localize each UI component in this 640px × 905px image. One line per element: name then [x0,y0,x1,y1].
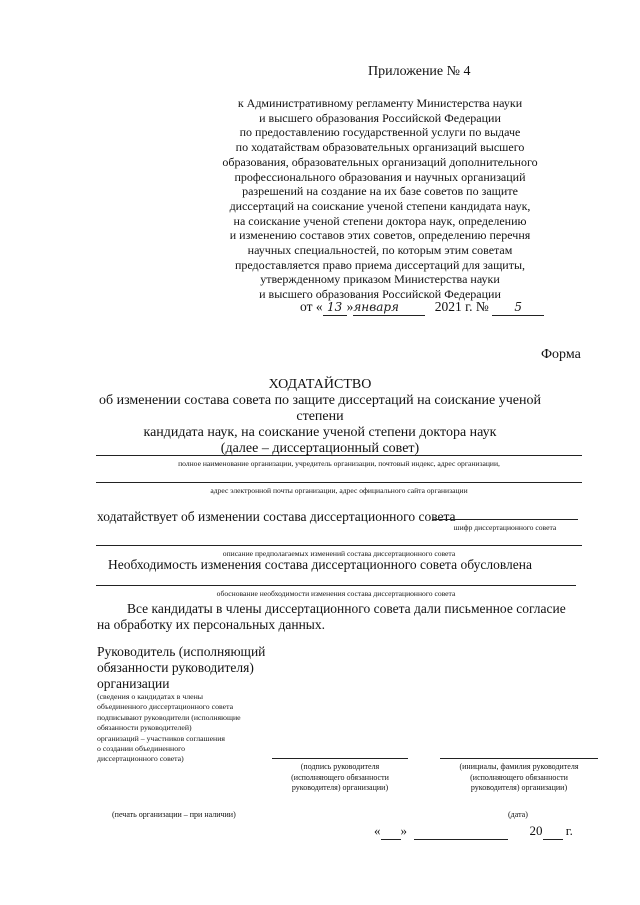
email-field-line [96,482,582,483]
petition-title: ХОДАТАЙСТВО [268,377,372,392]
signature-field-line [272,758,408,759]
cipher-caption: шифр диссертационного совета [453,523,557,532]
head-title-line: организации [97,676,170,691]
petition-subtitle-line: (далее – диссертационный совет) [220,441,420,456]
consent-line: на обработку их персональных данных. [97,617,325,632]
name-field-line [440,758,598,759]
sign-date-day-field [381,823,401,840]
signature-caption-line: (исполняющего обязанности [291,772,389,782]
email-caption: адрес электронной почты организации, адрес официального сайта организации [210,486,468,495]
sign-date-close: » [400,823,407,838]
appendix-title: Приложение № 4 [368,64,471,79]
appendix-line: по ходатайствам образовательных организаций высшего [235,140,525,155]
stamp-caption: (печать организации – при наличии) [112,810,236,819]
appendix-line: научных специальностей, по которым этим советам [247,243,513,258]
petition-statement: ходатайствует об изменении состава диссертационного совета [97,509,456,524]
name-caption [434,762,604,794]
head-note-line: организаций – участников соглашения [97,733,225,743]
signature-caption [266,762,414,794]
appendix-line: на соискание ученой степени доктора наук, определению [233,213,527,228]
head-note-line: объединенного диссертационного совета [97,702,234,712]
head-note-line: обязанности руководителей) [97,723,192,733]
order-date-mid: » [346,299,354,314]
order-date-line [300,299,544,316]
justification-field-line [96,585,576,586]
order-date-month: января [353,299,425,316]
appendix-description [215,96,545,302]
head-note-line: подписывают руководители (исполняющие [97,712,241,722]
sign-date-year-suffix: г. [565,823,573,838]
name-caption-line: (исполняющего обязанности [470,772,568,782]
appendix-line: и изменению составов этих советов, определению перечня [229,228,531,243]
order-date-year: 2021 г. № [434,299,489,314]
appendix-line: образования, образовательных организаций дополнительного [222,154,538,169]
date-caption: (дата) [508,810,528,819]
sign-date-year-prefix: 20 [529,823,543,838]
appendix-line: и высшего образования Российской Федерации [259,110,501,125]
order-date-day: 13 [323,299,347,316]
head-note-line: о создании объединенного [97,744,186,754]
organization-caption: полное наименование организации, учредитель организации, почтовый индекс, адрес организации, [178,459,500,468]
changes-caption: описание предполагаемых изменений состава диссертационного совета [222,549,456,558]
petition-heading [80,377,560,457]
appendix-line: разрешений на создание на их базе советов по защите [242,184,518,199]
sign-date-year-field [543,823,563,840]
form-label: Форма [541,347,581,362]
head-note-line: диссертационного совета) [97,754,184,764]
head-title-line: обязанности руководителя) [97,660,254,675]
necessity-statement: Необходимость изменения состава диссертационного совета обусловлена [108,557,532,572]
appendix-line: по предоставлению государственной услуги по выдаче [239,125,521,140]
order-date-prefix: от « [300,299,323,314]
appendix-line: к Административному регламенту Министерства науки [237,96,523,110]
justification-caption: обоснование необходимости изменения состава диссертационного совета [216,589,456,598]
name-caption-line: руководителя) организации) [470,783,568,792]
sign-date-month-field [414,823,508,840]
appendix-line: диссертаций на соискание ученой степени кандидата наук, [229,198,531,213]
petition-subtitle-line: кандидата наук, на соискание ученой степени доктора наук [143,425,497,440]
order-number: 5 [492,299,544,316]
appendix-line: и высшего образования Российской Федерации [259,287,501,302]
head-note [97,692,241,765]
appendix-line: утвержденному приказом Министерства науки [260,272,500,287]
sign-date-open: « [374,823,381,838]
head-title [97,644,265,692]
changes-field-line [96,545,582,546]
appendix-line: профессионального образования и научных организаций [234,169,526,184]
sign-date-line [374,823,573,840]
consent-line: Все кандидаты в члены диссертационного совета дали письменное согласие [127,601,566,616]
head-note-line: (сведения о кандидатах в члены [97,692,204,701]
head-title-line: Руководитель (исполняющий [97,644,266,659]
signature-caption-line: (подпись руководителя [300,762,380,771]
petition-subtitle-line: об изменении состава совета по защите диссертаций на соискание ученой степени [98,393,541,424]
consent-paragraph [97,601,582,633]
organization-field-line [96,455,582,456]
signature-caption-line: руководителя) организации) [291,783,389,792]
cipher-field-line [432,519,578,520]
name-caption-line: (инициалы, фамилия руководителя [459,762,579,771]
appendix-line: предоставляется право приема диссертаций для защиты, [234,257,526,272]
